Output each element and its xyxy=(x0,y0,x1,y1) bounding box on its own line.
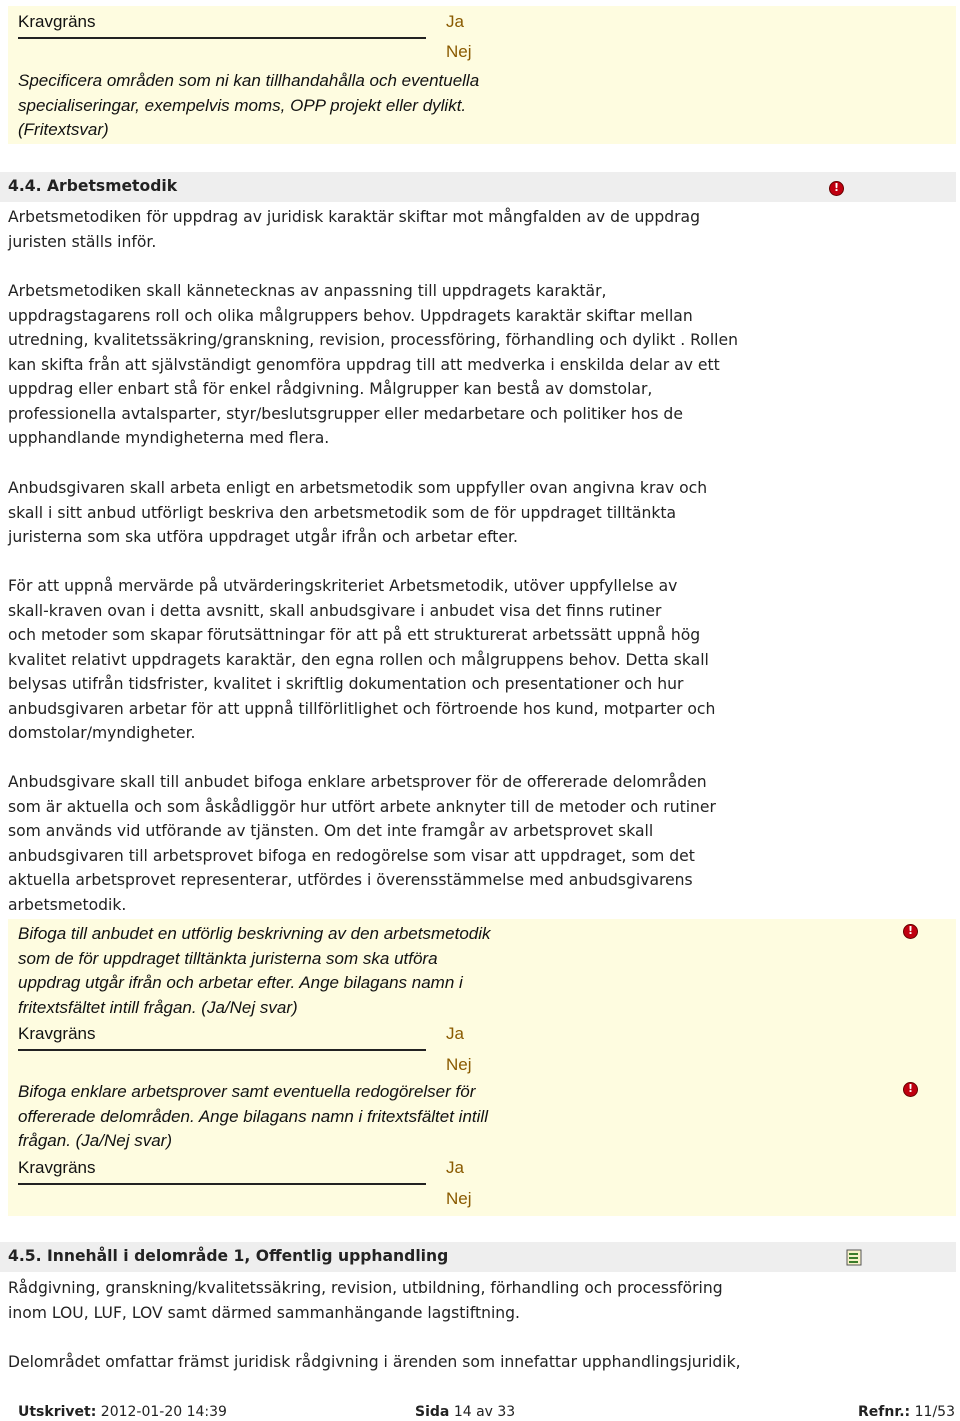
kravgrans-line xyxy=(18,1049,426,1051)
section-4-5-para2: Delområdet omfattar främst juridisk rådgivning i ärenden som innefattar upphandlingsjuridik, xyxy=(8,1353,741,1371)
section-4-4-title: 4.4. Arbetsmetodik xyxy=(8,177,178,195)
ja-option[interactable]: Ja xyxy=(446,1024,464,1043)
top-box-text: Specificera områden som ni kan tillhandahålla och eventuella specialiseringar, exempelvis moms, OPP projekt eller dylikt. (Fritextsvar) xyxy=(18,71,480,139)
question-2-text: Bifoga enklare arbetsprover samt eventuella redogörelser för offererade delområden. Ange bilagans namn i fritextsfältet intill frågan. (Ja/Nej svar) xyxy=(18,1082,488,1150)
warning-icon xyxy=(829,181,844,196)
kravgrans-label: Kravgräns xyxy=(18,1024,96,1043)
section-4-4-para2: Anbudsgivaren skall arbeta enligt en arbetsmetodik som uppfyller ovan angivna krav och skall i sitt anbud utförligt beskriva den arbetsmetodik som de för uppdraget tilltänkta juristerna som ska utföra uppdraget utgår ifrån och arbetar efter. xyxy=(8,479,708,546)
section-4-5-para1: Rådgivning, granskning/kvalitetssäkring, revision, utbildning, förhandling och processföring inom LOU, LUF, LOV samt därmed sammanhängande lagstiftning. xyxy=(8,1279,723,1322)
section-4-4-para4: Anbudsgivare skall till anbudet bifoga enklare arbetsprover för de offererade delområden som är aktuella och som åskådliggör hur utfört arbete anknyter till de metoder och rutiner som används vid utförande av tjänsten. Om det inte framgår av arbetsprovet skall anbudsgivaren till arbetsprovet bifoga en redogörelse som visar att uppdraget, som det aktuella arbetsprovet representerar, utfördes i överensstämmelse med anbudsgivarens arbetsmetodik. xyxy=(8,773,716,914)
warning-icon xyxy=(903,924,918,939)
ja-option[interactable]: Ja xyxy=(446,12,464,31)
nej-option[interactable]: Nej xyxy=(446,1189,472,1208)
section-4-4-para1: Arbetsmetodiken skall kännetecknas av anpassning till uppdragets karaktär, uppdragstagarens roll och olika målgruppers behov. Uppdragets karaktär skiftar mellan utredning, kvalitetssäkring/granskning, revision, processföring, förhandling och dylikt . Rollen kan skifta från att självständigt genomföra uppdrag till att medverka i enskilda delar av ett uppdrag eller enbart stå för enkel rådgivning. Målgrupper kan bestå av domstolar, professionella avtalsparter, styr/beslutsgrupper eller medarbetare och politiker hos de upphandlande myndigheterna med flera. xyxy=(8,282,738,447)
kravgrans-label: Kravgräns xyxy=(18,1158,96,1177)
question-1-text: Bifoga till anbudet en utförlig beskrivning av den arbetsmetodik som de för uppdraget tilltänkta juristerna som ska utföra uppdrag utgår ifrån och arbetar efter. Ange bilagans namn i fritextsfältet intill frågan. (Ja/Nej svar) xyxy=(18,924,491,1017)
document-list-icon xyxy=(846,1249,863,1266)
top-requirement-box xyxy=(8,6,956,144)
section-4-4-para3: För att uppnå mervärde på utvärderingskriteriet Arbetsmetodik, utöver uppfyllelse av skall-kraven ovan i detta avsnitt, skall anbudsgivare i anbudet visa det finns rutiner och metoder som skapar förutsättningar för att på ett strukturerat arbetssätt uppnå hög kvalitet relativt uppdragets karaktär, den egna rollen och målgruppens behov. Detta skall belysas utifrån tidsfrister, kvalitet i skriftlig dokumentation och presentationer och hur anbudsgivaren arbetar för att uppnå tillförlitlighet och förtroende hos kund, motparter och domstolar/myndigheter. xyxy=(8,577,716,742)
section-4-4-header xyxy=(0,172,956,202)
section-4-5-title: 4.5. Innehåll i delområde 1, Offentlig upphandling xyxy=(8,1247,449,1265)
requirements-box xyxy=(8,919,956,1216)
kravgrans-label: Kravgräns xyxy=(18,12,96,31)
kravgrans-line xyxy=(18,1183,426,1185)
ja-option[interactable]: Ja xyxy=(446,1158,464,1177)
footer-printed: Utskrivet: 2012-01-20 14:39 xyxy=(18,1404,227,1420)
nej-option[interactable]: Nej xyxy=(446,1055,472,1074)
nej-option[interactable]: Nej xyxy=(446,42,472,61)
kravgrans-line xyxy=(18,37,426,39)
section-4-4-intro: Arbetsmetodiken för uppdrag av juridisk karaktär skiftar mot mångfalden av de uppdrag juristen ställs inför. xyxy=(8,208,700,251)
footer-page: Sida 14 av 33 xyxy=(415,1404,516,1420)
footer-refnr: Refnr.: 11/53 xyxy=(858,1404,955,1420)
section-4-5-header xyxy=(0,1242,956,1272)
warning-icon xyxy=(903,1082,918,1097)
